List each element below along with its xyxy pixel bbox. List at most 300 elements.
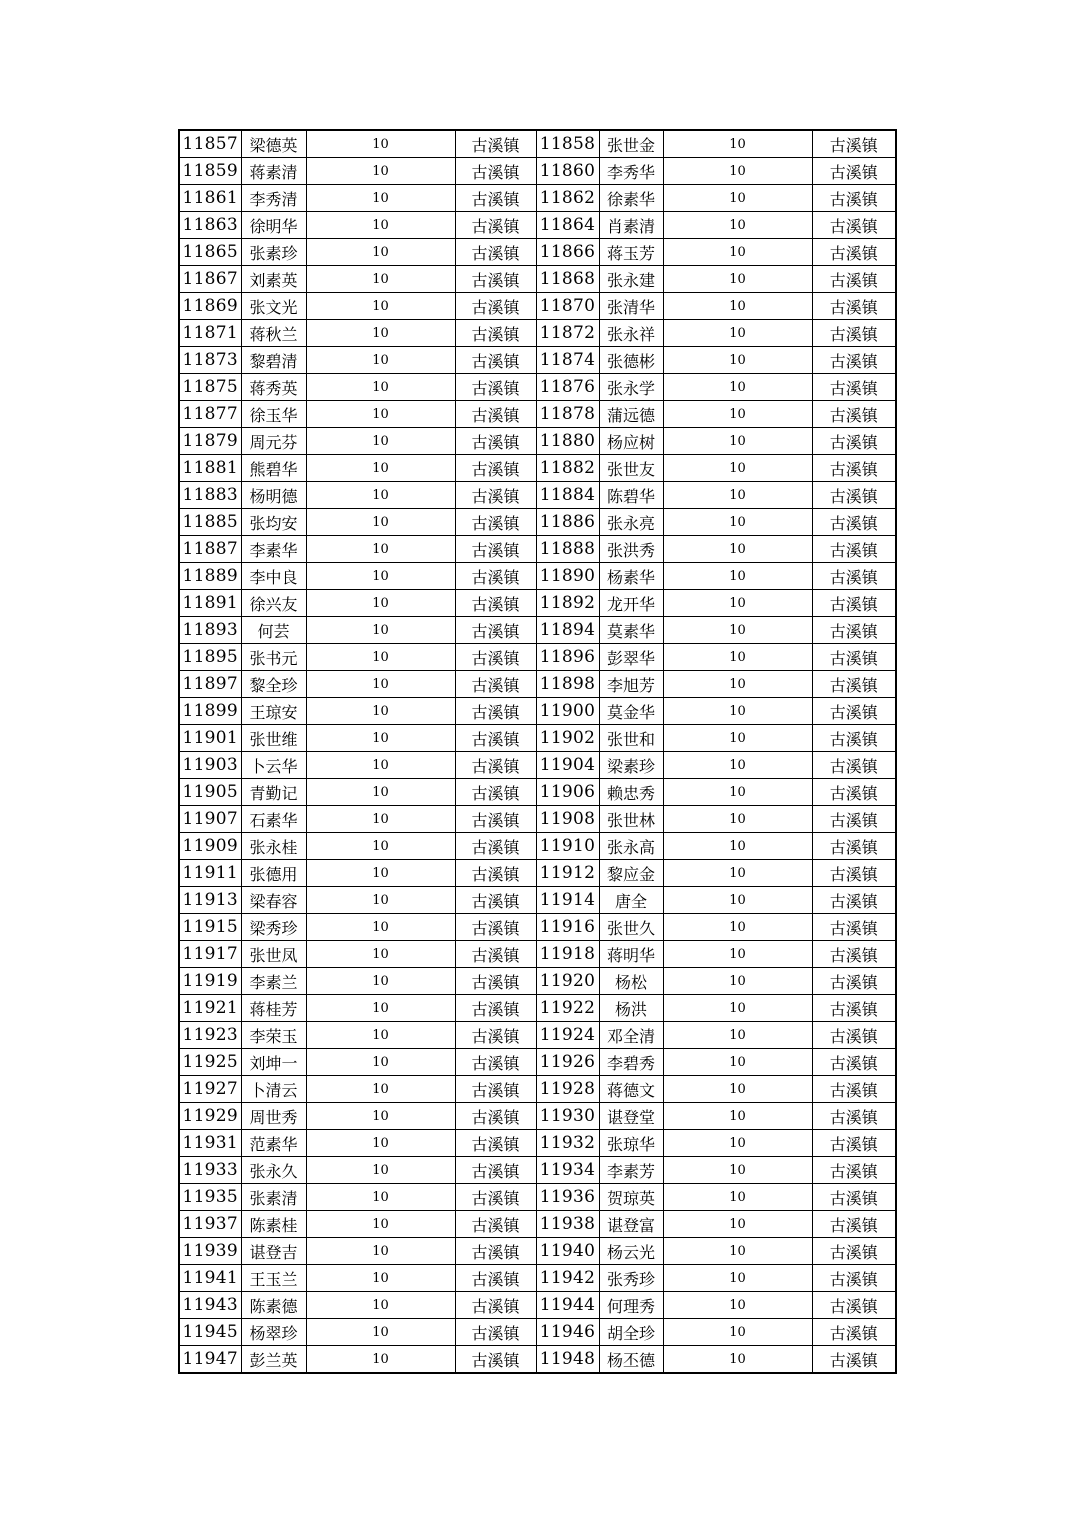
- town-name-cell: 古溪镇: [812, 779, 896, 806]
- amount-value-cell: 10: [663, 1076, 812, 1103]
- person-name-cell: 陈素桂: [241, 1211, 306, 1238]
- person-name-cell: 黎应金: [599, 860, 663, 887]
- amount-value-cell: 10: [306, 239, 455, 266]
- record-id-cell: 11937: [179, 1211, 241, 1238]
- person-name-cell: 张均安: [241, 509, 306, 536]
- record-id-cell: 11894: [536, 617, 599, 644]
- town-name-cell: 古溪镇: [812, 806, 896, 833]
- town-name-cell: 古溪镇: [455, 833, 536, 860]
- table-row: [179, 1157, 896, 1184]
- amount-value-cell: 10: [306, 698, 455, 725]
- town-name-cell: 古溪镇: [455, 1130, 536, 1157]
- person-name-cell: 梁春容: [241, 887, 306, 914]
- amount-value-cell: 10: [306, 887, 455, 914]
- record-id-cell: 11876: [536, 374, 599, 401]
- town-name-cell: 古溪镇: [455, 130, 536, 158]
- record-id-cell: 11861: [179, 185, 241, 212]
- person-name-cell: 杨素华: [599, 563, 663, 590]
- town-name-cell: 古溪镇: [812, 968, 896, 995]
- amount-value-cell: 10: [306, 941, 455, 968]
- amount-value-cell: 10: [663, 860, 812, 887]
- person-name-cell: 张世金: [599, 130, 663, 158]
- amount-value-cell: 10: [663, 1211, 812, 1238]
- record-id-cell: 11902: [536, 725, 599, 752]
- town-name-cell: 古溪镇: [812, 914, 896, 941]
- amount-value-cell: 10: [306, 968, 455, 995]
- town-name-cell: 古溪镇: [455, 1076, 536, 1103]
- person-name-cell: 徐玉华: [241, 401, 306, 428]
- person-name-cell: 杨翠珍: [241, 1319, 306, 1346]
- person-name-cell: 梁素珍: [599, 752, 663, 779]
- amount-value-cell: 10: [663, 914, 812, 941]
- town-name-cell: 古溪镇: [812, 1184, 896, 1211]
- person-name-cell: 李中良: [241, 563, 306, 590]
- amount-value-cell: 10: [306, 563, 455, 590]
- table-row: [179, 374, 896, 401]
- amount-value-cell: 10: [306, 1265, 455, 1292]
- person-name-cell: 蒋素清: [241, 158, 306, 185]
- person-name-cell: 卜清云: [241, 1076, 306, 1103]
- table-row: [179, 1022, 896, 1049]
- table-row: [179, 130, 896, 158]
- amount-value-cell: 10: [306, 914, 455, 941]
- amount-value-cell: 10: [306, 1346, 455, 1374]
- person-name-cell: 陈素德: [241, 1292, 306, 1319]
- record-id-cell: 11862: [536, 185, 599, 212]
- person-name-cell: 邓全清: [599, 1022, 663, 1049]
- amount-value-cell: 10: [663, 158, 812, 185]
- person-name-cell: 陈碧华: [599, 482, 663, 509]
- town-name-cell: 古溪镇: [812, 1265, 896, 1292]
- person-name-cell: 青勤记: [241, 779, 306, 806]
- person-name-cell: 梁秀珍: [241, 914, 306, 941]
- amount-value-cell: 10: [306, 482, 455, 509]
- record-id-cell: 11883: [179, 482, 241, 509]
- table-row: [179, 428, 896, 455]
- person-name-cell: 黎全珍: [241, 671, 306, 698]
- amount-value-cell: 10: [663, 293, 812, 320]
- town-name-cell: 古溪镇: [455, 617, 536, 644]
- record-id-cell: 11934: [536, 1157, 599, 1184]
- person-name-cell: 胡全珍: [599, 1319, 663, 1346]
- person-name-cell: 蒲远德: [599, 401, 663, 428]
- record-id-cell: 11905: [179, 779, 241, 806]
- person-name-cell: 张世久: [599, 914, 663, 941]
- table-row: [179, 293, 896, 320]
- record-id-cell: 11886: [536, 509, 599, 536]
- amount-value-cell: 10: [663, 185, 812, 212]
- record-id-cell: 11935: [179, 1184, 241, 1211]
- record-id-cell: 11881: [179, 455, 241, 482]
- table-row: [179, 698, 896, 725]
- person-name-cell: 蒋秋兰: [241, 320, 306, 347]
- amount-value-cell: 10: [306, 1184, 455, 1211]
- person-name-cell: 张世林: [599, 806, 663, 833]
- table-row: [179, 1238, 896, 1265]
- person-name-cell: 张永建: [599, 266, 663, 293]
- table-row: [179, 509, 896, 536]
- table-row: [179, 266, 896, 293]
- record-id-cell: 11880: [536, 428, 599, 455]
- town-name-cell: 古溪镇: [812, 1292, 896, 1319]
- record-id-cell: 11941: [179, 1265, 241, 1292]
- record-id-cell: 11889: [179, 563, 241, 590]
- town-name-cell: 古溪镇: [455, 1238, 536, 1265]
- amount-value-cell: 10: [306, 806, 455, 833]
- town-name-cell: 古溪镇: [812, 995, 896, 1022]
- person-name-cell: 周世秀: [241, 1103, 306, 1130]
- record-id-cell: 11943: [179, 1292, 241, 1319]
- person-name-cell: 杨洪: [599, 995, 663, 1022]
- table-row: [179, 1265, 896, 1292]
- record-id-cell: 11917: [179, 941, 241, 968]
- town-name-cell: 古溪镇: [455, 779, 536, 806]
- record-id-cell: 11931: [179, 1130, 241, 1157]
- town-name-cell: 古溪镇: [812, 1238, 896, 1265]
- amount-value-cell: 10: [306, 293, 455, 320]
- amount-value-cell: 10: [663, 1022, 812, 1049]
- table-row: [179, 185, 896, 212]
- amount-value-cell: 10: [306, 1211, 455, 1238]
- table-row: [179, 860, 896, 887]
- amount-value-cell: 10: [663, 1265, 812, 1292]
- record-id-cell: 11901: [179, 725, 241, 752]
- record-id-cell: 11923: [179, 1022, 241, 1049]
- town-name-cell: 古溪镇: [812, 482, 896, 509]
- person-name-cell: 王玉兰: [241, 1265, 306, 1292]
- record-id-cell: 11933: [179, 1157, 241, 1184]
- town-name-cell: 古溪镇: [812, 941, 896, 968]
- record-id-cell: 11942: [536, 1265, 599, 1292]
- record-id-cell: 11904: [536, 752, 599, 779]
- person-name-cell: 张永桂: [241, 833, 306, 860]
- town-name-cell: 古溪镇: [455, 293, 536, 320]
- person-name-cell: 徐兴友: [241, 590, 306, 617]
- amount-value-cell: 10: [306, 779, 455, 806]
- person-name-cell: 张永高: [599, 833, 663, 860]
- town-name-cell: 古溪镇: [455, 995, 536, 1022]
- table-row: [179, 455, 896, 482]
- amount-value-cell: 10: [663, 1319, 812, 1346]
- amount-value-cell: 10: [306, 590, 455, 617]
- person-name-cell: 杨丕德: [599, 1346, 663, 1374]
- record-id-cell: 11940: [536, 1238, 599, 1265]
- person-name-cell: 梁德英: [241, 130, 306, 158]
- town-name-cell: 古溪镇: [455, 374, 536, 401]
- person-name-cell: 黎碧清: [241, 347, 306, 374]
- person-name-cell: 彭兰英: [241, 1346, 306, 1374]
- town-name-cell: 古溪镇: [455, 428, 536, 455]
- town-name-cell: 古溪镇: [812, 887, 896, 914]
- table-row: [179, 914, 896, 941]
- person-name-cell: 唐全: [599, 887, 663, 914]
- town-name-cell: 古溪镇: [812, 401, 896, 428]
- table-row: [179, 1049, 896, 1076]
- town-name-cell: 古溪镇: [812, 536, 896, 563]
- town-name-cell: 古溪镇: [812, 212, 896, 239]
- amount-value-cell: 10: [663, 536, 812, 563]
- amount-value-cell: 10: [663, 806, 812, 833]
- record-id-cell: 11866: [536, 239, 599, 266]
- town-name-cell: 古溪镇: [812, 130, 896, 158]
- person-name-cell: 张德彬: [599, 347, 663, 374]
- person-name-cell: 莫素华: [599, 617, 663, 644]
- town-name-cell: 古溪镇: [812, 158, 896, 185]
- amount-value-cell: 10: [663, 941, 812, 968]
- town-name-cell: 古溪镇: [812, 509, 896, 536]
- record-id-cell: 11910: [536, 833, 599, 860]
- person-name-cell: 张琼华: [599, 1130, 663, 1157]
- table-row: [179, 1319, 896, 1346]
- record-id-cell: 11888: [536, 536, 599, 563]
- table-row: [179, 1130, 896, 1157]
- table-row: [179, 725, 896, 752]
- record-id-cell: 11929: [179, 1103, 241, 1130]
- person-name-cell: 张永祥: [599, 320, 663, 347]
- amount-value-cell: 10: [663, 1184, 812, 1211]
- town-name-cell: 古溪镇: [455, 806, 536, 833]
- town-name-cell: 古溪镇: [812, 590, 896, 617]
- town-name-cell: 古溪镇: [812, 644, 896, 671]
- town-name-cell: 古溪镇: [455, 266, 536, 293]
- person-name-cell: 张世维: [241, 725, 306, 752]
- record-id-cell: 11872: [536, 320, 599, 347]
- record-id-cell: 11948: [536, 1346, 599, 1374]
- town-name-cell: 古溪镇: [455, 725, 536, 752]
- amount-value-cell: 10: [306, 401, 455, 428]
- person-name-cell: 张世和: [599, 725, 663, 752]
- record-id-cell: 11871: [179, 320, 241, 347]
- table-row: [179, 158, 896, 185]
- roster-body: [179, 130, 896, 1373]
- town-name-cell: 古溪镇: [455, 941, 536, 968]
- record-id-cell: 11945: [179, 1319, 241, 1346]
- record-id-cell: 11926: [536, 1049, 599, 1076]
- person-name-cell: 蒋桂芳: [241, 995, 306, 1022]
- person-name-cell: 杨松: [599, 968, 663, 995]
- town-name-cell: 古溪镇: [812, 1130, 896, 1157]
- amount-value-cell: 10: [663, 1346, 812, 1374]
- record-id-cell: 11879: [179, 428, 241, 455]
- person-name-cell: 张素清: [241, 1184, 306, 1211]
- record-id-cell: 11908: [536, 806, 599, 833]
- record-id-cell: 11857: [179, 130, 241, 158]
- record-id-cell: 11863: [179, 212, 241, 239]
- amount-value-cell: 10: [306, 752, 455, 779]
- town-name-cell: 古溪镇: [812, 698, 896, 725]
- town-name-cell: 古溪镇: [455, 590, 536, 617]
- record-id-cell: 11897: [179, 671, 241, 698]
- town-name-cell: 古溪镇: [812, 860, 896, 887]
- town-name-cell: 古溪镇: [455, 536, 536, 563]
- amount-value-cell: 10: [663, 509, 812, 536]
- record-id-cell: 11939: [179, 1238, 241, 1265]
- amount-value-cell: 10: [663, 374, 812, 401]
- amount-value-cell: 10: [306, 833, 455, 860]
- amount-value-cell: 10: [306, 671, 455, 698]
- record-id-cell: 11920: [536, 968, 599, 995]
- table-row: [179, 671, 896, 698]
- town-name-cell: 古溪镇: [455, 752, 536, 779]
- record-id-cell: 11909: [179, 833, 241, 860]
- town-name-cell: 古溪镇: [455, 239, 536, 266]
- record-id-cell: 11903: [179, 752, 241, 779]
- table-row: [179, 212, 896, 239]
- amount-value-cell: 10: [306, 320, 455, 347]
- amount-value-cell: 10: [306, 1319, 455, 1346]
- record-id-cell: 11924: [536, 1022, 599, 1049]
- town-name-cell: 古溪镇: [812, 455, 896, 482]
- amount-value-cell: 10: [663, 1157, 812, 1184]
- record-id-cell: 11900: [536, 698, 599, 725]
- record-id-cell: 11864: [536, 212, 599, 239]
- record-id-cell: 11913: [179, 887, 241, 914]
- amount-value-cell: 10: [663, 1103, 812, 1130]
- amount-value-cell: 10: [306, 995, 455, 1022]
- amount-value-cell: 10: [663, 239, 812, 266]
- person-name-cell: 张秀珍: [599, 1265, 663, 1292]
- amount-value-cell: 10: [663, 455, 812, 482]
- amount-value-cell: 10: [663, 266, 812, 293]
- town-name-cell: 古溪镇: [812, 1346, 896, 1374]
- town-name-cell: 古溪镇: [455, 1319, 536, 1346]
- town-name-cell: 古溪镇: [812, 320, 896, 347]
- town-name-cell: 古溪镇: [455, 1346, 536, 1374]
- amount-value-cell: 10: [306, 860, 455, 887]
- record-id-cell: 11915: [179, 914, 241, 941]
- amount-value-cell: 10: [306, 1103, 455, 1130]
- person-name-cell: 张永学: [599, 374, 663, 401]
- town-name-cell: 古溪镇: [812, 185, 896, 212]
- town-name-cell: 古溪镇: [455, 1265, 536, 1292]
- person-name-cell: 龙开华: [599, 590, 663, 617]
- person-name-cell: 张永久: [241, 1157, 306, 1184]
- record-id-cell: 11916: [536, 914, 599, 941]
- record-id-cell: 11921: [179, 995, 241, 1022]
- record-id-cell: 11869: [179, 293, 241, 320]
- record-id-cell: 11892: [536, 590, 599, 617]
- amount-value-cell: 10: [663, 482, 812, 509]
- amount-value-cell: 10: [306, 266, 455, 293]
- record-id-cell: 11928: [536, 1076, 599, 1103]
- record-id-cell: 11885: [179, 509, 241, 536]
- amount-value-cell: 10: [663, 887, 812, 914]
- record-id-cell: 11874: [536, 347, 599, 374]
- person-name-cell: 李素兰: [241, 968, 306, 995]
- record-id-cell: 11895: [179, 644, 241, 671]
- person-name-cell: 赖忠秀: [599, 779, 663, 806]
- person-name-cell: 莫金华: [599, 698, 663, 725]
- town-name-cell: 古溪镇: [455, 509, 536, 536]
- record-id-cell: 11914: [536, 887, 599, 914]
- amount-value-cell: 10: [663, 1130, 812, 1157]
- person-name-cell: 张清华: [599, 293, 663, 320]
- person-name-cell: 卜云华: [241, 752, 306, 779]
- town-name-cell: 古溪镇: [455, 1211, 536, 1238]
- record-id-cell: 11936: [536, 1184, 599, 1211]
- person-name-cell: 张德用: [241, 860, 306, 887]
- record-id-cell: 11878: [536, 401, 599, 428]
- record-id-cell: 11891: [179, 590, 241, 617]
- record-id-cell: 11898: [536, 671, 599, 698]
- table-row: [179, 941, 896, 968]
- town-name-cell: 古溪镇: [812, 347, 896, 374]
- amount-value-cell: 10: [663, 401, 812, 428]
- amount-value-cell: 10: [663, 590, 812, 617]
- amount-value-cell: 10: [306, 185, 455, 212]
- table-row: [179, 482, 896, 509]
- table-row: [179, 590, 896, 617]
- table-row: [179, 1292, 896, 1319]
- amount-value-cell: 10: [663, 347, 812, 374]
- person-name-cell: 何芸: [241, 617, 306, 644]
- amount-value-cell: 10: [663, 995, 812, 1022]
- table-row: [179, 1211, 896, 1238]
- table-row: [179, 563, 896, 590]
- person-name-cell: 周元芬: [241, 428, 306, 455]
- town-name-cell: 古溪镇: [455, 563, 536, 590]
- amount-value-cell: 10: [306, 1076, 455, 1103]
- town-name-cell: 古溪镇: [455, 1184, 536, 1211]
- town-name-cell: 古溪镇: [455, 482, 536, 509]
- record-id-cell: 11865: [179, 239, 241, 266]
- record-id-cell: 11896: [536, 644, 599, 671]
- record-id-cell: 11938: [536, 1211, 599, 1238]
- amount-value-cell: 10: [663, 752, 812, 779]
- amount-value-cell: 10: [306, 1157, 455, 1184]
- table-row: [179, 1076, 896, 1103]
- person-name-cell: 杨明德: [241, 482, 306, 509]
- table-row: [179, 347, 896, 374]
- amount-value-cell: 10: [663, 212, 812, 239]
- town-name-cell: 古溪镇: [812, 266, 896, 293]
- table-row: [179, 833, 896, 860]
- person-name-cell: 张文光: [241, 293, 306, 320]
- record-id-cell: 11882: [536, 455, 599, 482]
- record-id-cell: 11912: [536, 860, 599, 887]
- person-name-cell: 李秀清: [241, 185, 306, 212]
- record-id-cell: 11944: [536, 1292, 599, 1319]
- town-name-cell: 古溪镇: [455, 401, 536, 428]
- amount-value-cell: 10: [306, 509, 455, 536]
- record-id-cell: 11947: [179, 1346, 241, 1374]
- person-name-cell: 刘坤一: [241, 1049, 306, 1076]
- town-name-cell: 古溪镇: [455, 644, 536, 671]
- town-name-cell: 古溪镇: [812, 428, 896, 455]
- table-row: [179, 1184, 896, 1211]
- table-row: [179, 239, 896, 266]
- town-name-cell: 古溪镇: [455, 158, 536, 185]
- record-id-cell: 11911: [179, 860, 241, 887]
- town-name-cell: 古溪镇: [812, 1319, 896, 1346]
- amount-value-cell: 10: [306, 130, 455, 158]
- record-id-cell: 11860: [536, 158, 599, 185]
- person-name-cell: 李荣玉: [241, 1022, 306, 1049]
- town-name-cell: 古溪镇: [812, 833, 896, 860]
- table-row: [179, 968, 896, 995]
- amount-value-cell: 10: [306, 1049, 455, 1076]
- record-id-cell: 11930: [536, 1103, 599, 1130]
- town-name-cell: 古溪镇: [455, 347, 536, 374]
- amount-value-cell: 10: [306, 644, 455, 671]
- table-row: [179, 644, 896, 671]
- town-name-cell: 古溪镇: [812, 1076, 896, 1103]
- table-row: [179, 401, 896, 428]
- person-name-cell: 张永亮: [599, 509, 663, 536]
- amount-value-cell: 10: [306, 1022, 455, 1049]
- person-name-cell: 何理秀: [599, 1292, 663, 1319]
- person-name-cell: 石素华: [241, 806, 306, 833]
